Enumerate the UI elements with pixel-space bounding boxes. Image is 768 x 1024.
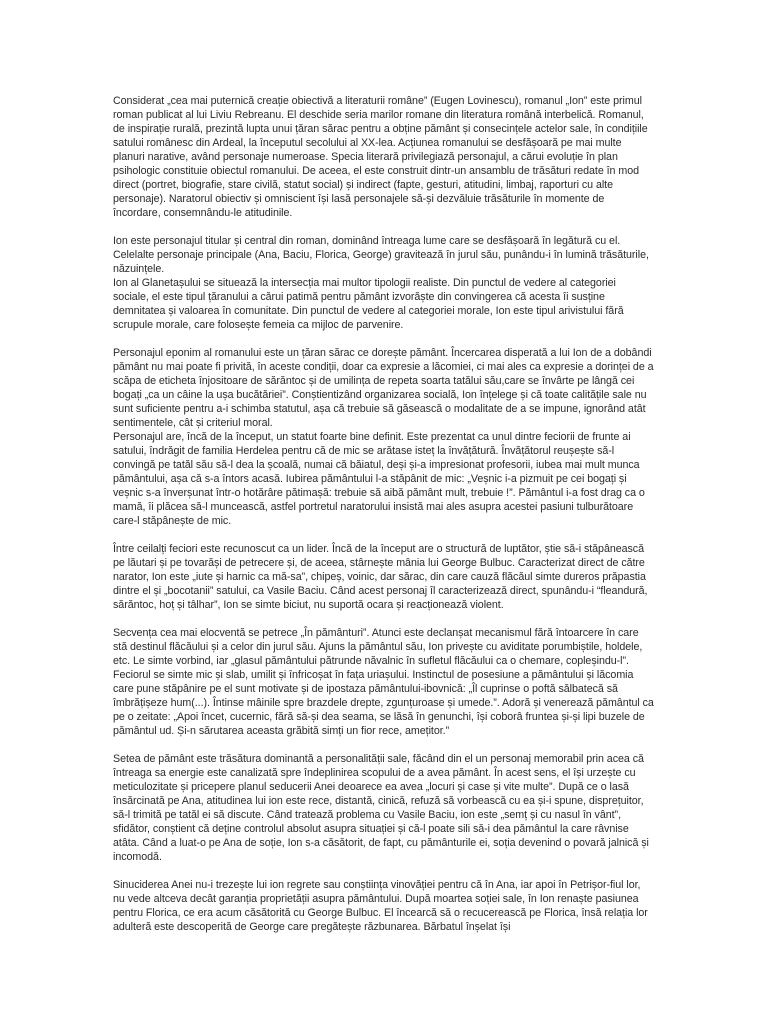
paragraph-ana-suicide: Sinuciderea Anei nu-i trezește lui ion regrete sau conștiința vinovăției pentru că în Ana, iar apoi în Petrișor-fiul lor, nu vede altceva decât garanția proprietății asupra pământului. După moartea soției sale, în Ion renaște pasiunea pentru Florica, ce era acum căsătorită cu George Bulbuc. El încearcă să o recucerească pe Florica, însă relația lor adulteră este descoperită de George care pregătește răzbunarea. Bărbatul înșelat își (113, 879, 648, 933)
paragraph-typology: Ion al Glanetașului se situează la intersecția mai multor tipologii realiste. Din punctul de vedere al categoriei sociale, el este tipul țăranului a cărui patimă pentru pământ izvorăște din convingerea că acesta îi susține demnitatea și valoarea în comunitate. Din punctul de vedere al categoriei morale, Ion este tipul arivistului fără scrupule morale, care folosește femeia ca mijloc de parvenire. (113, 277, 624, 331)
paragraph-in-pamanturi: Secvența cea mai elocventă se petrece „În pământuri”. Atunci este declanșat mecanismul fără întoarcere în care stă destinul flăcăului și a celor din jurul său. Ajuns la pământul său, Ion privește cu aviditate porumbiștile, holdele, etc. Le simte vorbind, iar „glasul pământului pătrunde năvalnic în sufletul flăcăului ca o chemare, copleșindu-l”. Feciorul se simte mic și slab, umilit și înfricoșat în fața uriașului. Instinctul de posesiune a pământului și lăcomia care pune stăpânire pe el sunt motivate și de ipostaza pământului-ibovnică: „Îl cuprinse o poftă sălbatecă să îmbrățișeze hum(...). Întinse mâinile spre brazdele drepte, zgunțuroase și umede.”. Adoră și venerează pământul ca pe o zeitate: „Apoi încet, cucernic, fără să-și dea seama, se lăsă în genunchi, își coborâ fruntea și-și lipi buzele de pământul ud. Și-n sărutarea aceasta grăbită simți un fior rece, amețitor.” (113, 627, 654, 737)
paragraph-eponym: Personajul eponim al romanului este un țăran sărac ce dorește pământ. Încercarea disperată a lui Ion de a dobândi pământ nu mai poate fi privită, în aceste condiții, doar ca expresie a lăcomiei, ci mai ales ca expresie a dorinței de a scăpa de eticheta înjositoare de sărăntoc și de umilința de repeta soarta tatălui său,care se învârte pe lângă cei bogați „ca un câine la ușa bucătăriei”. Conștientizând organizarea socială, Ion înțelege și că toate calitățile sale nu sunt suficiente pentru a-i schimba statutul, așa că trebuie să găsească o modalitate de a se impune, ignorând atât sentimentele, cât și criteriul moral. (113, 347, 654, 429)
paragraph-thirst-for-land: Setea de pământ este trăsătura dominantă a personalității sale, făcând din el un personaj memorabil prin acea că întreaga sa energie este canalizată spre îndeplinirea scopului de a avea pământ. În acest sens, el își urzește cu meticulozitate și pricepere planul seducerii Anei deoarece ea avea „locuri și case și vite multe”. După ce o lasă însărcinată pe Ana, atitudinea lui ion este rece, distantă, cinică, refuză să vorbească cu ea și-i spune, disprețuitor, să-l trimită pe tatăl ei să discute. Când tratează problema cu Vasile Baciu, ion este „semț și cu nasul în vânt”, sfidător, conștient că deține controlul absolut asupra situației și că-l poate sili să-i dea pământul la care râvnise atâta. Când a luat-o pe Ana de soție, Ion s-a căsătorit, de fapt, cu pământurile ei, soția devenind o povară jalnică și incomodă. (113, 753, 649, 863)
paragraph-status: Personajul are, încă de la început, un statut foarte bine definit. Este prezentat ca unul dintre feciorii de frunte ai satului, îndrăgit de familia Herdelea pentru că de mic se arătase isteț la învățătură. Învățătorul reușește să-l convingă pe tatăl său să-l dea la școală, numai că băiatul, deși și-a impresionat profesorii, iubea mai mult munca pământului, așa că s-a întors acasă. Iubirea pământului l-a stăpânit de mic: „Veșnic i-a pizmuit pe cei bogați și veșnic s-a înverșunat într-o hotărâre pătimașă: trebuie să aibă pământ mult, trebuie !”. Pământul i-a fost drag ca o mamă, îi plăcea să-l muncească, astfel portretul naratorului insistă mai ales asupra acestei pasiuni tulburătoare care-l stăpânește de mic. (113, 431, 645, 527)
paragraph-leader: Între ceilalți feciori este recunoscut ca un lider. Încă de la început are o structură de luptător, știe să-i stăpânească pe lăutari și pe tovarăși de petrecere și, de aceea, stârnește mânia lui George Bulbuc. Caracterizat direct de către narator, Ion este „iute și harnic ca mă-sa”, chipeș, voinic, dar sărac, din care cauză flăcăul simte dureros prăpastia dintre el și „bocotanii” satului, ca Vasile Baciu. Când acest personaj îl caracterizează direct, spunându-i “fleandură, sărăntoc, hoț și tâlhar”, Ion se simte biciut, nu suportă ocara și reacționează violent. (113, 543, 648, 611)
paragraph-central-character: Ion este personajul titular și central din roman, dominând întreaga lume care se desfășoară în legătură cu el. Celelalte personaje principale (Ana, Baciu, Florica, George) gravitează în jurul său, punându-i în lumină trăsăturile, năzuințele. (113, 235, 649, 275)
paragraph-intro: Considerat „cea mai puternică creație obiectivă a literaturii române” (Eugen Lovinescu), romanul „Ion” este primul roman publicat al lui Liviu Rebreanu. El deschide seria marilor romane din literatura română interbelică. Romanul, de inspirație rurală, prezintă lupta unui țăran sărac pentru a obține pământ și consecințele actelor sale, în condițiile satului românesc din Ardeal, la începutul secolului al XX-lea. Acțiunea romanului se desfășoară pe mai multe planuri narative, având personaje numeroase. Specia literară privilegiază personajul, a cărui evoluție în plan psihologic constituie obiectul romanului. De aceea, el este construit dintr-un ansamblu de trăsături redate în mod direct (portret, biografie, stare civilă, statut social) și indirect (fapte, gesturi, atitudini, limbaj, raporturi cu alte personaje). Naratorul obiectiv și omniscient își lasă personajele să-și dezvăluie trăsăturile în momente de încordare, consemnându-le atitudinile. (113, 95, 648, 219)
document-page (113, 94, 654, 948)
